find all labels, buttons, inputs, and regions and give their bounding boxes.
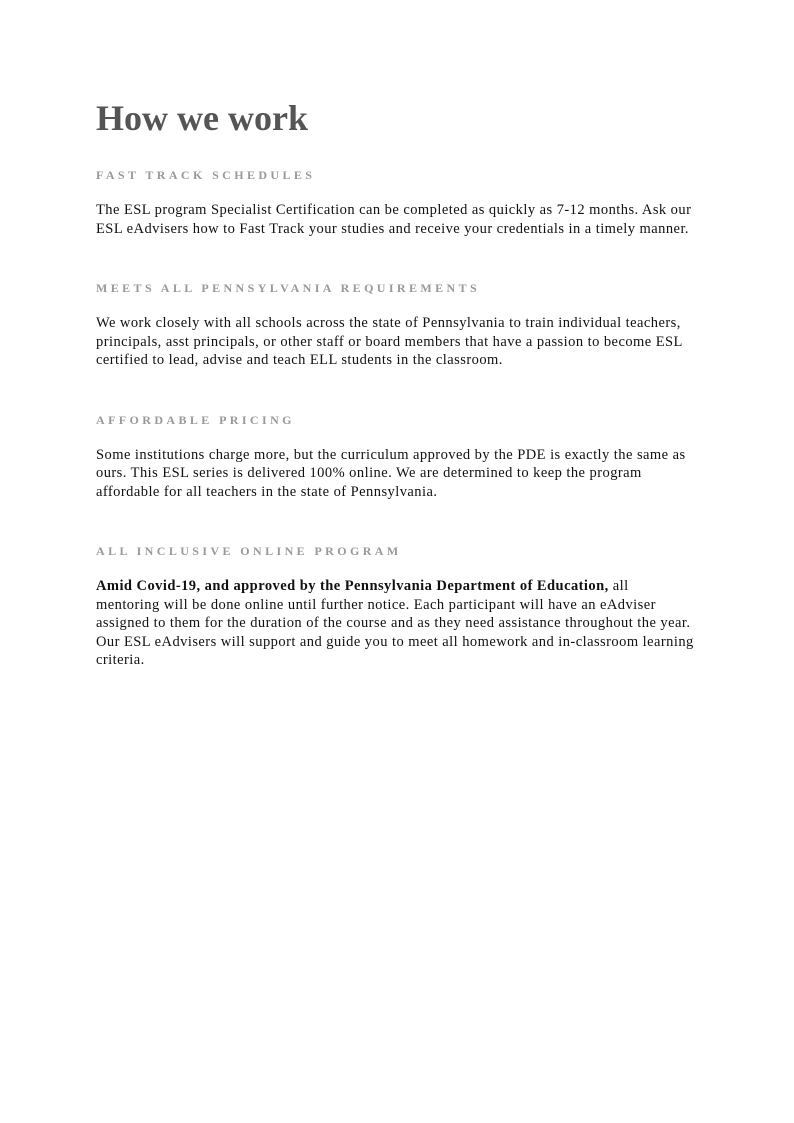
section-pennsylvania-requirements: [96, 280, 696, 370]
section-body-lead: Amid Covid-19, and approved by the Pennsylvania Department of Education,: [96, 578, 609, 594]
page-title: How we work: [96, 98, 308, 138]
section-body: The ESL program Specialist Certification can be completed as quickly as 7-12 months. Ask our ESL eAdvisers how to Fast Track your studies and receive your credentials in a timely manner.: [96, 202, 692, 237]
section-online-program: [96, 543, 696, 670]
section-fast-track: [96, 167, 696, 238]
section-body: [96, 577, 696, 670]
section-body: We work closely with all schools across the state of Pennsylvania to train individual teachers, principals, asst principals, or other staff or board members that have a passion to become ESL certified to lead, advise and teach ELL students in the classroom.: [96, 315, 683, 368]
section-affordable-pricing: [96, 412, 696, 502]
section-heading: MEETS ALL PENNSYLVANIA REQUIREMENTS: [96, 281, 481, 295]
section-heading: FAST TRACK SCHEDULES: [96, 168, 316, 182]
section-body-text: all mentoring will be done online until further notice. Each participant will have an eAdviser assigned to them for the duration of the course and as they need assistance throughout the year. Our ESL eAdvisers will support and guide you to meet all homework and in-classroom learning criteria.: [96, 578, 694, 668]
section-heading: AFFORDABLE PRICING: [96, 412, 295, 427]
document-content: [96, 96, 696, 712]
section-body: Some institutions charge more, but the curriculum approved by the PDE is exactly the same as ours. This ESL series is delivered 100% online. We are determined to keep the program affordable for all teachers in the state of Pennsylvania.: [96, 446, 686, 500]
section-heading: ALL INCLUSIVE ONLINE PROGRAM: [96, 544, 402, 558]
